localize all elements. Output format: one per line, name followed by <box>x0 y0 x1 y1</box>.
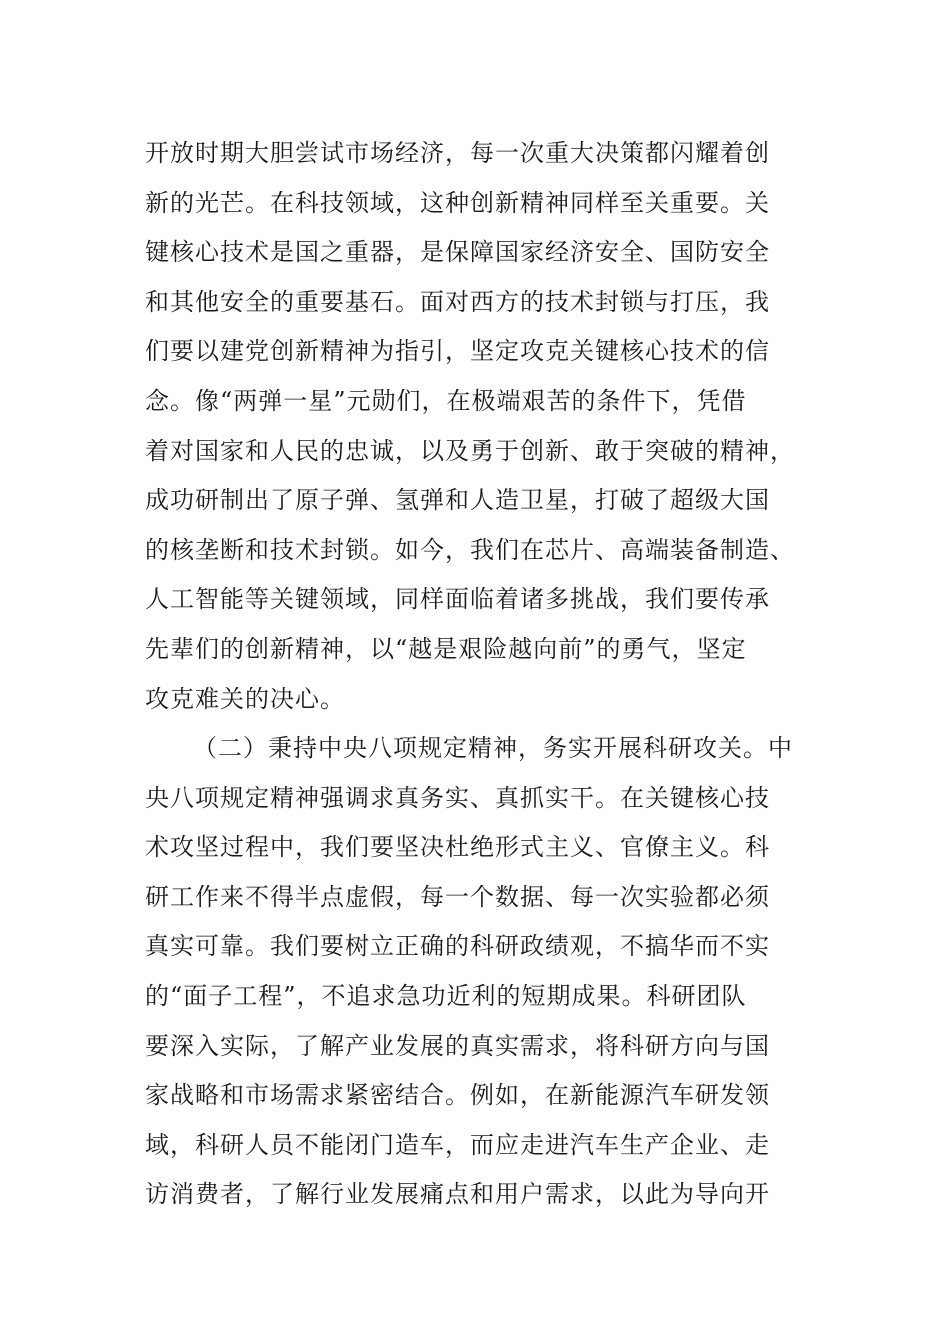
paragraph-line: 攻克难关的决心。 <box>145 684 345 713</box>
paragraph-line: 们要以建党创新精神为指引，坚定攻克关键核心技术的信 <box>145 337 770 366</box>
paragraph-line: 的核垄断和技术封锁。如今，我们在芯片、高端装备制造、 <box>145 535 795 564</box>
paragraph-line: 研工作来不得半点虚假，每一个数据、每一次实验都必须 <box>145 882 770 911</box>
paragraph-line: 人工智能等关键领域，同样面临着诸多挑战，我们要传承 <box>145 585 770 614</box>
section-heading-line: （二）秉持中央八项规定精神，务实开展科研攻关。中 <box>193 734 793 762</box>
paragraph-line: 念。像“两弹一星”元勋们，在极端艰苦的条件下，凭借 <box>145 386 747 415</box>
paragraph-line: 央八项规定精神强调求真务实、真抓实干。在关键核心技 <box>145 783 770 812</box>
paragraph-line: 新的光芒。在科技领域，这种创新精神同样至关重要。关 <box>145 188 770 217</box>
paragraph-line: 成功研制出了原子弹、氢弹和人造卫星，打破了超级大国 <box>145 486 770 515</box>
paragraph-line: 真实可靠。我们要树立正确的科研政绩观，不搞华而不实 <box>145 932 770 961</box>
paragraph-line: 和其他安全的重要基石。面对西方的技术封锁与打压，我 <box>145 287 770 316</box>
paragraph-line: 键核心技术是国之重器，是保障国家经济安全、国防安全 <box>145 238 770 267</box>
paragraph-2 <box>145 724 825 1220</box>
paragraph-line: 域，科研人员不能闭门造车，而应走进汽车生产企业、走 <box>145 1130 770 1159</box>
paragraph-line: 的“面子工程”，不追求急功近利的短期成果。科研团队 <box>145 981 747 1010</box>
paragraph-line: 术攻坚过程中，我们要坚决杜绝形式主义、官僚主义。科 <box>145 833 770 862</box>
paragraph-line: 家战略和市场需求紧密结合。例如，在新能源汽车研发领 <box>145 1081 770 1110</box>
paragraph-line: 着对国家和人民的忠诚，以及勇于创新、敢于突破的精神， <box>145 436 795 465</box>
paragraph-line: 先辈们的创新精神，以“越是艰险越向前”的勇气，坚定 <box>145 634 747 663</box>
paragraph-1 <box>145 129 825 724</box>
paragraph-line: 访消费者，了解行业发展痛点和用户需求，以此为导向开 <box>145 1180 770 1209</box>
paragraph-line: 要深入实际，了解产业发展的真实需求，将科研方向与国 <box>145 1031 770 1060</box>
paragraph-line: 开放时期大胆尝试市场经济，每一次重大决策都闪耀着创 <box>145 139 770 167</box>
